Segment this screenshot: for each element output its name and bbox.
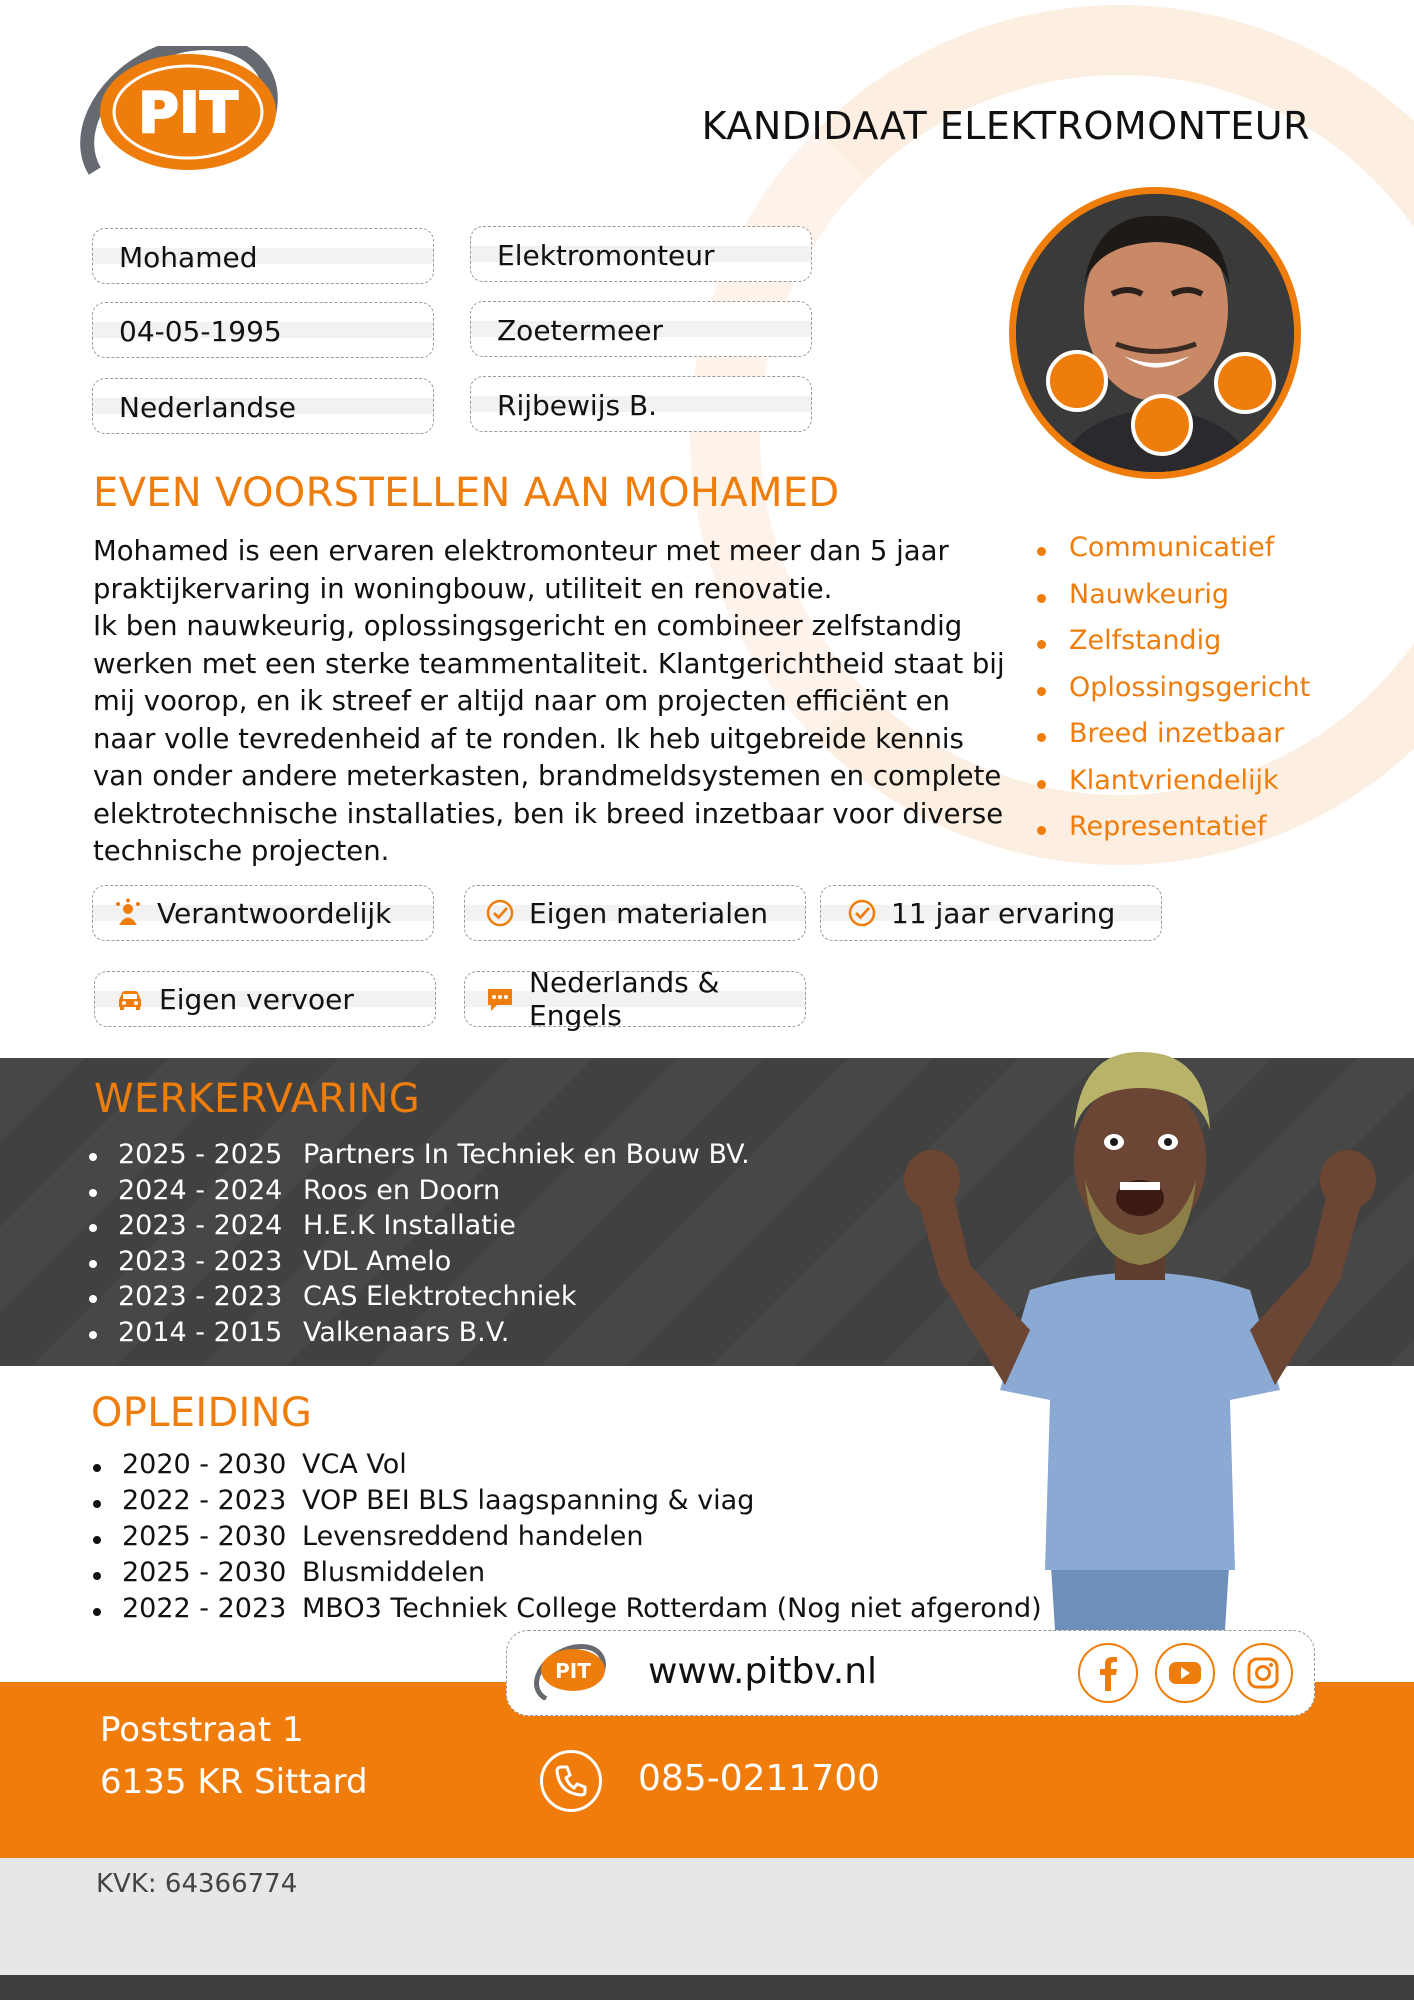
- education-years: 2022 - 2023: [122, 1593, 287, 1624]
- education-course: VCA Vol: [302, 1449, 407, 1480]
- chip-experience: [820, 885, 1162, 941]
- cheering-man-illustration: [880, 1030, 1400, 1630]
- education-course: Blusmiddelen: [302, 1557, 486, 1588]
- chip-label: 11 jaar ervaring: [891, 896, 1116, 930]
- chip-label: Eigen vervoer: [159, 982, 354, 1016]
- education-course: VOP BEI BLS laagspanning & viag: [302, 1485, 755, 1516]
- logo-text: PIT: [137, 81, 239, 146]
- phone-number[interactable]: 085-0211700: [638, 1758, 881, 1799]
- address-line-2: 6135 KR Sittard: [100, 1762, 368, 1802]
- work-item: [88, 1281, 750, 1317]
- nationality-field: Nederlandse: [92, 378, 434, 434]
- pit-logo-small: [532, 1644, 608, 1700]
- education-years: 2020 - 2030: [122, 1449, 287, 1480]
- education-course: MBO3 Techniek College Rotterdam (Nog niet afgerond): [302, 1593, 1042, 1624]
- work-years: 2024 - 2024: [118, 1174, 283, 1206]
- check-circle-icon: [847, 898, 877, 928]
- work-company: Roos en Doorn: [303, 1174, 501, 1206]
- chip-own-materials: [464, 885, 806, 941]
- trait-item: Zelfstandig: [1032, 625, 1310, 672]
- chip-label: Verantwoordelijk: [157, 896, 392, 930]
- work-title: WERKERVARING: [94, 1076, 421, 1122]
- license-field: Rijbewijs B.: [470, 376, 812, 432]
- chip-own-transport: [94, 971, 436, 1027]
- work-years: 2023 - 2024: [118, 1210, 283, 1242]
- car-icon: [115, 984, 145, 1014]
- work-years: 2025 - 2025: [118, 1139, 283, 1170]
- work-years: 2023 - 2023: [118, 1245, 283, 1277]
- education-years: 2022 - 2023: [122, 1485, 287, 1516]
- gear-people-badge-icon: [1046, 350, 1108, 412]
- education-years: 2025 - 2030: [122, 1521, 287, 1552]
- trait-item: Communicatief: [1032, 532, 1310, 579]
- website-link[interactable]: www.pitbv.nl: [648, 1651, 878, 1692]
- chip-responsible: [92, 885, 434, 941]
- trait-item: Oplossingsgericht: [1032, 672, 1310, 719]
- birth-date-field: 04-05-1995: [92, 302, 434, 358]
- trait-item: Representatief: [1032, 811, 1310, 858]
- work-item: [88, 1139, 750, 1175]
- work-list: [88, 1139, 750, 1353]
- city-field: Zoetermeer: [470, 301, 812, 357]
- footer-dark-strip: [0, 1975, 1414, 2000]
- check-circle-icon: [485, 898, 515, 928]
- education-course: Levensreddend handelen: [302, 1521, 644, 1552]
- youtube-icon[interactable]: [1155, 1643, 1215, 1703]
- work-item: [88, 1175, 750, 1211]
- trait-item: Klantvriendelijk: [1032, 765, 1310, 812]
- instagram-icon[interactable]: [1233, 1643, 1293, 1703]
- kvk-number: KVK: 64366774: [96, 1869, 298, 1899]
- profession-field: Elektromonteur: [470, 226, 812, 282]
- pit-logo: [76, 46, 282, 196]
- intro-paragraph-2: Ik ben nauwkeurig, oplossingsgericht en combineer zelfstandig werken met een sterke teammentaliteit. Klantgerichtheid staat bij mij voorop, en ik streef er altijd naar om projecten efficiënt en naar volle tevredenheid af te ronden. Ik heb uitgebreide kennis van onder andere meterkasten, brandmeldsystemen en complete elektrotechnische installaties, ben ik breed inzetbaar voor diverse technische projecten.: [93, 610, 1005, 867]
- person-star-icon: [113, 898, 143, 928]
- chip-languages: [464, 966, 806, 1032]
- team-badge-icon: [1214, 352, 1276, 414]
- intro-title: EVEN VOORSTELLEN AAN MOHAMED: [93, 470, 840, 516]
- chat-icon: [485, 984, 515, 1014]
- intro-paragraph-1: Mohamed is een ervaren elektromonteur met meer dan 5 jaar praktijkervaring in woningbouw, utiliteit en renovatie.: [93, 535, 949, 605]
- traits-list: [1032, 532, 1310, 858]
- phone-icon: [540, 1750, 602, 1812]
- work-years: 2014 - 2015: [118, 1316, 283, 1348]
- work-item: [88, 1210, 750, 1246]
- trait-item: Breed inzetbaar: [1032, 718, 1310, 765]
- education-title: OPLEIDING: [91, 1390, 313, 1436]
- work-company: CAS Elektrotechniek: [303, 1281, 577, 1313]
- address-line-1: Poststraat 1: [100, 1710, 304, 1750]
- intro-text: [93, 533, 1013, 871]
- work-company: Valkenaars B.V.: [303, 1316, 510, 1348]
- first-name-field: Mohamed: [92, 228, 434, 284]
- work-company: VDL Amelo: [303, 1245, 452, 1277]
- trait-item: Nauwkeurig: [1032, 579, 1310, 626]
- logo-small-text: PIT: [555, 1659, 591, 1683]
- education-years: 2025 - 2030: [122, 1557, 287, 1588]
- work-item: [88, 1317, 750, 1353]
- work-years: 2023 - 2023: [118, 1281, 283, 1313]
- work-item: [88, 1246, 750, 1282]
- chip-label: Eigen materialen: [529, 896, 768, 930]
- work-company: Partners In Techniek en Bouw BV.: [303, 1139, 750, 1170]
- chip-label: Nederlands & Engels: [529, 966, 720, 1032]
- link-badge-icon: [1131, 394, 1193, 456]
- work-company: H.E.K Installatie: [303, 1210, 516, 1242]
- document-title: KANDIDAAT ELEKTROMONTEUR: [701, 104, 1310, 148]
- address-block: [100, 1704, 368, 1808]
- facebook-icon[interactable]: [1078, 1643, 1138, 1703]
